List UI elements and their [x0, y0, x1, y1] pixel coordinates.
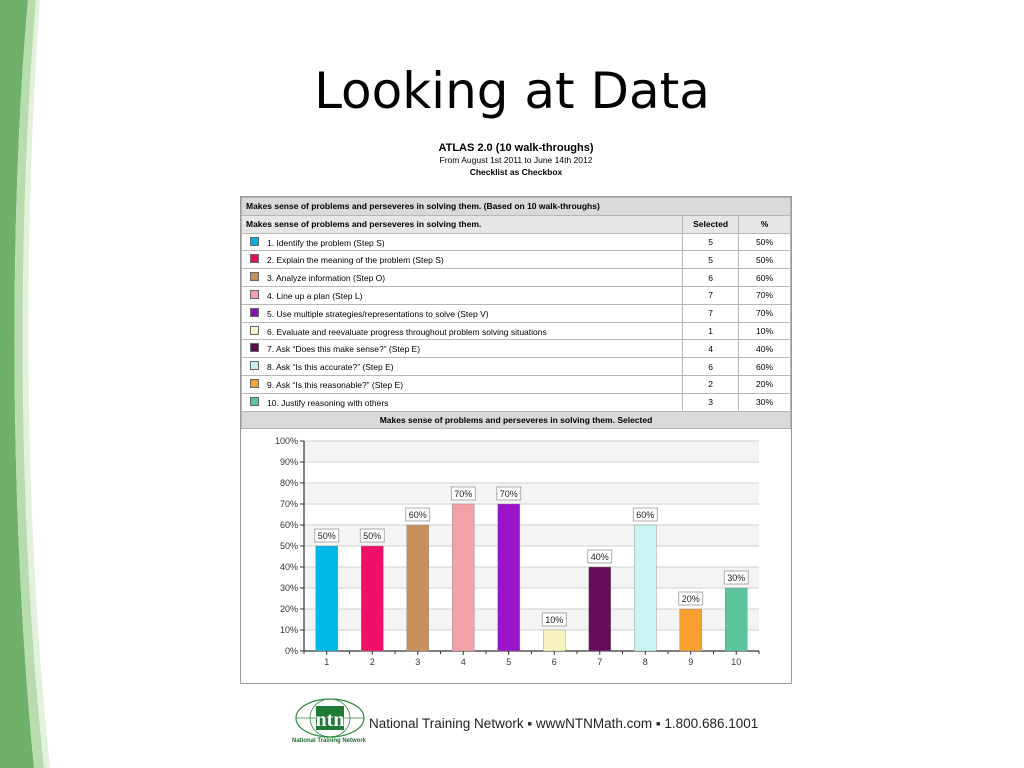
selected-count: 4: [683, 340, 739, 358]
selected-count: 6: [683, 269, 739, 287]
selected-percent: 20%: [739, 375, 791, 393]
color-swatch-icon: [250, 326, 259, 335]
bar-value-label: 50%: [317, 531, 336, 541]
bar-value-label: 10%: [545, 615, 564, 625]
item-cell: [242, 375, 683, 393]
bar-value-label: 20%: [681, 594, 700, 604]
bar-shade: [725, 588, 747, 651]
svg-text:ntn: ntn: [315, 709, 345, 731]
y-tick-label: 20%: [279, 604, 298, 614]
table-title-row: [242, 198, 791, 216]
bar-shade: [634, 525, 656, 651]
table-row: [242, 286, 791, 304]
column-header-percent: %: [739, 215, 791, 233]
slide-title: Looking at Data: [314, 62, 710, 120]
item-label: 3. Analyze information (Step O): [267, 272, 386, 283]
bar-value-label: 70%: [499, 489, 518, 499]
selected-percent: 50%: [739, 251, 791, 269]
x-tick-label: 3: [415, 657, 421, 667]
selected-count: 5: [683, 233, 739, 251]
bar-value-label: 60%: [408, 510, 427, 520]
bar-shade: [361, 546, 383, 651]
color-swatch-icon: [250, 290, 259, 299]
table-row: [242, 304, 791, 322]
color-swatch-icon: [250, 272, 259, 281]
item-label: 1. Identify the problem (Step S): [267, 237, 385, 248]
table-row: [242, 375, 791, 393]
selected-count: 5: [683, 251, 739, 269]
bar-shade: [316, 546, 338, 651]
item-cell: [242, 304, 683, 322]
plot-band: [304, 462, 759, 483]
report-date-range: From August 1st 2011 to June 14th 2012: [439, 155, 593, 165]
item-cell: [242, 233, 683, 251]
x-tick-label: 7: [597, 657, 603, 667]
item-cell: [242, 393, 683, 411]
color-swatch-icon: [250, 379, 259, 388]
y-tick-label: 40%: [279, 562, 298, 572]
footer: [292, 698, 792, 750]
table-row: [242, 269, 791, 287]
item-cell: [242, 251, 683, 269]
item-cell: [242, 340, 683, 358]
item-label: 4. Line up a plan (Step L): [267, 290, 363, 301]
chart-title: Makes sense of problems and perseveres in solving them. Selected: [242, 411, 791, 429]
item-cell: [242, 322, 683, 340]
bar-value-label: 70%: [454, 489, 473, 499]
selected-percent: 50%: [739, 233, 791, 251]
bar-shade: [589, 567, 611, 651]
selected-percent: 30%: [739, 393, 791, 411]
y-tick-label: 30%: [279, 583, 298, 593]
bar-shade: [498, 504, 520, 651]
bar-value-label: 60%: [636, 510, 655, 520]
selected-count: 3: [683, 393, 739, 411]
bar-shade: [543, 630, 565, 651]
color-swatch-icon: [250, 361, 259, 370]
report-header: [380, 142, 652, 178]
plot-band: [304, 441, 759, 462]
footer-contact: National Training Network ▪ wwwNTNMath.com ▪ 1.800.686.1001: [369, 716, 759, 731]
x-tick-label: 9: [688, 657, 694, 667]
selected-percent: 70%: [739, 304, 791, 322]
table-row: [242, 358, 791, 376]
selected-count: 6: [683, 358, 739, 376]
selected-percent: 10%: [739, 322, 791, 340]
item-label: 2. Explain the meaning of the problem (Step S): [267, 255, 444, 266]
item-cell: [242, 358, 683, 376]
selected-count: 7: [683, 286, 739, 304]
y-tick-label: 70%: [279, 499, 298, 509]
column-header-item: Makes sense of problems and perseveres in solving them.: [242, 215, 683, 233]
table-row: [242, 322, 791, 340]
item-label: 7. Ask “Does this make sense?” (Step E): [267, 344, 421, 355]
selected-percent: 40%: [739, 340, 791, 358]
color-swatch-icon: [250, 343, 259, 352]
table-row: [242, 340, 791, 358]
x-tick-label: 5: [506, 657, 512, 667]
color-swatch-icon: [250, 308, 259, 317]
selected-percent: 60%: [739, 358, 791, 376]
logo-caption: National Training Network: [292, 738, 367, 744]
x-tick-label: 2: [369, 657, 375, 667]
selected-percent: 60%: [739, 269, 791, 287]
bar-shade: [680, 609, 702, 651]
bar-chart: [241, 423, 791, 683]
plot-band: [304, 483, 759, 504]
item-cell: [242, 286, 683, 304]
y-tick-label: 90%: [279, 457, 298, 467]
x-tick-label: 6: [551, 657, 557, 667]
y-tick-label: 10%: [279, 625, 298, 635]
table-title: Makes sense of problems and perseveres in solving them. (Based on 10 walk-throughs): [242, 198, 791, 216]
color-swatch-icon: [250, 237, 259, 246]
table-row: [242, 393, 791, 411]
item-label: 9. Ask “Is this reasonable?” (Step E): [267, 379, 404, 390]
bar-value-label: 50%: [363, 531, 382, 541]
item-label: 10. Justify reasoning with others: [267, 397, 389, 408]
selected-count: 2: [683, 375, 739, 393]
table-row: [242, 251, 791, 269]
x-tick-label: 10: [731, 657, 742, 667]
y-tick-label: 80%: [279, 478, 298, 488]
table-header-row: [242, 215, 791, 233]
item-cell: [242, 269, 683, 287]
color-swatch-icon: [250, 397, 259, 406]
bar-value-label: 30%: [727, 573, 746, 583]
y-tick-label: 0%: [284, 646, 298, 656]
bar-shade: [407, 525, 429, 651]
x-tick-label: 1: [324, 657, 330, 667]
ntn-logo-icon: [294, 698, 366, 740]
report-checklist-type: Checklist as Checkbox: [469, 167, 563, 177]
report-title: ATLAS 2.0 (10 walk-throughs): [438, 142, 594, 154]
x-tick-label: 8: [642, 657, 648, 667]
bar-shade: [452, 504, 474, 651]
y-tick-label: 50%: [279, 541, 298, 551]
item-label: 6. Evaluate and reevaluate progress throughout problem solving situations: [267, 326, 547, 337]
bar-value-label: 40%: [590, 552, 609, 562]
checklist-table: [241, 197, 791, 429]
plot-band: [304, 504, 759, 525]
selected-count: 7: [683, 304, 739, 322]
y-tick-label: 60%: [279, 520, 298, 530]
y-tick-label: 100%: [274, 436, 298, 446]
color-swatch-icon: [250, 254, 259, 263]
table-body: [242, 233, 791, 411]
item-label: 8. Ask “Is this accurate?” (Step E): [267, 361, 394, 372]
selected-count: 1: [683, 322, 739, 340]
table-row: [242, 233, 791, 251]
selected-percent: 70%: [739, 286, 791, 304]
x-tick-label: 4: [460, 657, 466, 667]
report-panel: [240, 196, 792, 684]
item-label: 5. Use multiple strategies/representations to solve (Step V): [267, 308, 489, 319]
column-header-selected: Selected: [683, 215, 739, 233]
